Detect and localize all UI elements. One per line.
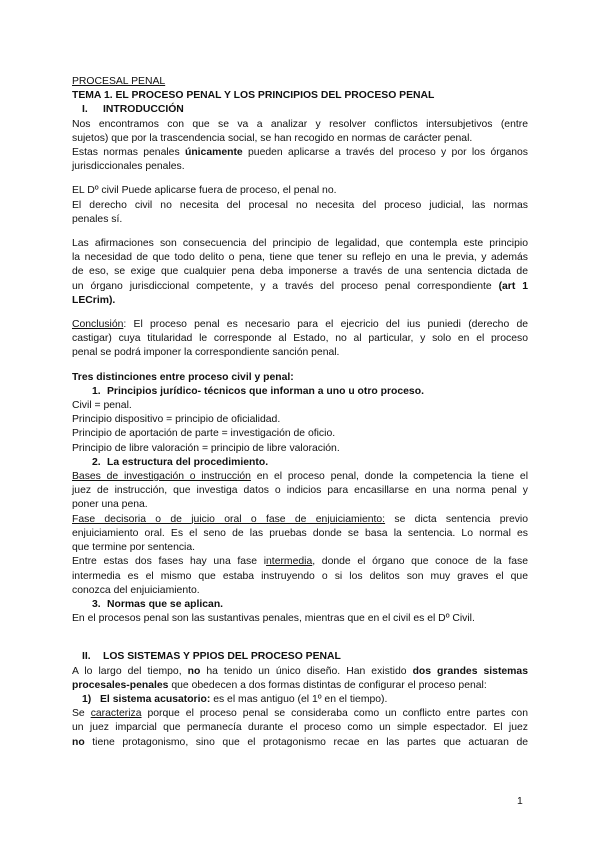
- underlined-text: ntermedia: [266, 556, 313, 568]
- paragraph-line: sujetos) que por la trascendencia social, se han recogido en normas de carácter penal.: [72, 132, 473, 144]
- paragraph-line: En el procesos penal son las sustantivas penales, mientras que en el civil es el Dº Civil.: [72, 613, 475, 625]
- paragraph-line: [72, 280, 528, 294]
- section-number: II.: [82, 651, 91, 663]
- list-line: Principio de aportación de parte = investigación de oficio.: [72, 428, 336, 440]
- text-run: un órgano jurisdiccional competente, y a través del proceso penal correspondiente: [72, 280, 499, 292]
- list-line: Principio de libre valoración = principio de libre valoración.: [72, 442, 340, 454]
- item-number: 1): [82, 693, 92, 705]
- text-run: se dicta sentencia previo: [385, 513, 529, 525]
- bold-text: no: [72, 736, 85, 748]
- text-run: porque el proceso penal se consideraba como un conflicto entre partes con: [141, 708, 528, 720]
- bold-text: no: [187, 665, 201, 677]
- item-title: Principios jurídico- técnicos que informan a uno u otro proceso.: [107, 385, 424, 397]
- paragraph-line: [72, 555, 528, 569]
- text-run: es el mas antiguo (el 1º en el tiempo).: [210, 693, 388, 705]
- paragraph-line: LECrim).: [72, 294, 116, 306]
- numbered-heading: [72, 598, 528, 612]
- document-header: PROCESAL PENAL: [72, 76, 166, 87]
- list-line: Principio dispositivo = principio de oficialidad.: [72, 414, 281, 426]
- bold-text: (art 1: [498, 280, 528, 292]
- item-title: Normas que se aplican.: [107, 598, 224, 610]
- bold-text: dos grandes sistemas: [412, 665, 528, 677]
- paragraph-line: poner una pena.: [72, 499, 148, 511]
- section-title: INTRODUCCIÓN: [103, 104, 184, 116]
- paragraph-line: El derecho civil no necesita del procesal no necesita del proceso judicial, las normas: [72, 199, 528, 211]
- paragraph-line: [72, 146, 528, 160]
- text-run: , donde el órgano que conoce de la fase: [312, 556, 528, 568]
- text-run: Estas normas penales: [72, 147, 185, 159]
- paragraph-line: castigar) cuya titularidad le corresponde al Estado, no al particular, y solo en el proceso: [72, 333, 528, 345]
- paragraph-line: de eso, se exige que cualquier pena deba imponerse a través de una sentencia dictada de: [72, 266, 528, 278]
- paragraph-line: intermedia es el mismo que estaba instruyendo o si los delitos son muy graves el que: [72, 570, 528, 582]
- text-run: : El proceso penal es necesario para el ejecricio del ius puniedi (derecho de: [123, 319, 528, 331]
- paragraph-line: [72, 736, 528, 750]
- subsection-heading: Tres distinciones entre proceso civil y penal:: [72, 371, 294, 383]
- paragraph-line: la necesidad de que todo delito o pena, tiene que tener su reflejo en una le previa, y además: [72, 252, 528, 264]
- paragraph-line: penal se podrá imponer la correspondiente sanción penal.: [72, 347, 340, 359]
- text-run: que obedecen a dos formas distintas de configurar el proceso penal:: [168, 679, 487, 691]
- page-number: 1: [517, 796, 523, 807]
- bold-text: procesales-penales: [72, 679, 169, 691]
- item-title: La estructura del procedimiento.: [107, 456, 269, 468]
- numbered-heading: [72, 385, 528, 399]
- bold-text: únicamente: [184, 147, 243, 159]
- text-run: Se: [72, 708, 91, 720]
- document-page: [72, 75, 528, 750]
- section-title: LOS SISTEMAS Y PPIOS DEL PROCESO PENAL: [103, 651, 341, 663]
- paragraph-line: [72, 707, 528, 721]
- section-heading-2: [72, 650, 528, 664]
- section-heading-1: [72, 103, 528, 117]
- text-run: tiene protagonismo, sino que el protagonismo recae en las partes que actuaran de: [84, 736, 528, 748]
- text-run: ha tenido un único diseño. Han existido: [200, 665, 413, 677]
- paragraph-line: conozca del enjuiciamiento.: [72, 584, 200, 596]
- underlined-text: Bases de investigación o instrucción: [72, 471, 251, 483]
- paragraph-line: [72, 318, 528, 332]
- text-run: pueden aplicarse a través del proceso y por los órganos: [242, 147, 529, 159]
- underlined-text: Fase decisoria o de juicio oral o fase de enjuiciamiento:: [72, 513, 386, 525]
- paragraph-line: Nos encontramos con que se va a analizar y resolver conflictos intersubjetivos (entre: [72, 118, 528, 130]
- paragraph-line: juez de instrucción, que investiga datos o indicios para encasillarse en una norma penal y: [72, 485, 528, 497]
- item-number: 2.: [92, 456, 101, 468]
- text-run: Entre estas dos fases hay una fase i: [72, 556, 267, 568]
- paragraph-line: [72, 665, 528, 679]
- item-number: 1.: [92, 385, 101, 397]
- item-title: El sistema acusatorio:: [100, 693, 211, 705]
- paragraph-line: EL Dº civil Puede aplicarse fuera de proceso, el penal no.: [72, 185, 337, 197]
- paragraph-line: Las afirmaciones son consecuencia del principio de legalidad, que contempla este principio: [72, 238, 528, 250]
- paragraph-line: [72, 470, 528, 484]
- paragraph-line: que termine por sentencia.: [72, 542, 196, 554]
- list-line: Civil = penal.: [72, 400, 132, 412]
- text-run: en el proceso penal, donde la competencia la tiene el: [250, 471, 528, 483]
- item-number: 3.: [92, 598, 101, 610]
- paragraph-line: enjuiciamiento oral. Es el seno de las pruebas donde se basa la sentencia. Lo normal es: [72, 527, 528, 539]
- paragraph-line: [72, 679, 528, 693]
- section-number: I.: [82, 104, 88, 116]
- underlined-text: Conclusión: [72, 319, 124, 331]
- paragraph-line: un juez imparcial que permanecía durante el proceso como un simple espectador. El juez: [72, 722, 528, 734]
- paragraph-line: [72, 513, 528, 527]
- paragraph-line: penales sí.: [72, 213, 123, 225]
- underlined-text: caracteriza: [90, 708, 142, 720]
- tema-title: TEMA 1. EL PROCESO PENAL Y LOS PRINCIPIOS DEL PROCESO PENAL: [72, 90, 435, 102]
- paragraph-line: jurisdiccionales penales.: [72, 161, 185, 173]
- text-run: A lo largo del tiempo,: [72, 665, 188, 677]
- numbered-subheading: [72, 693, 528, 707]
- numbered-heading: [72, 456, 528, 470]
